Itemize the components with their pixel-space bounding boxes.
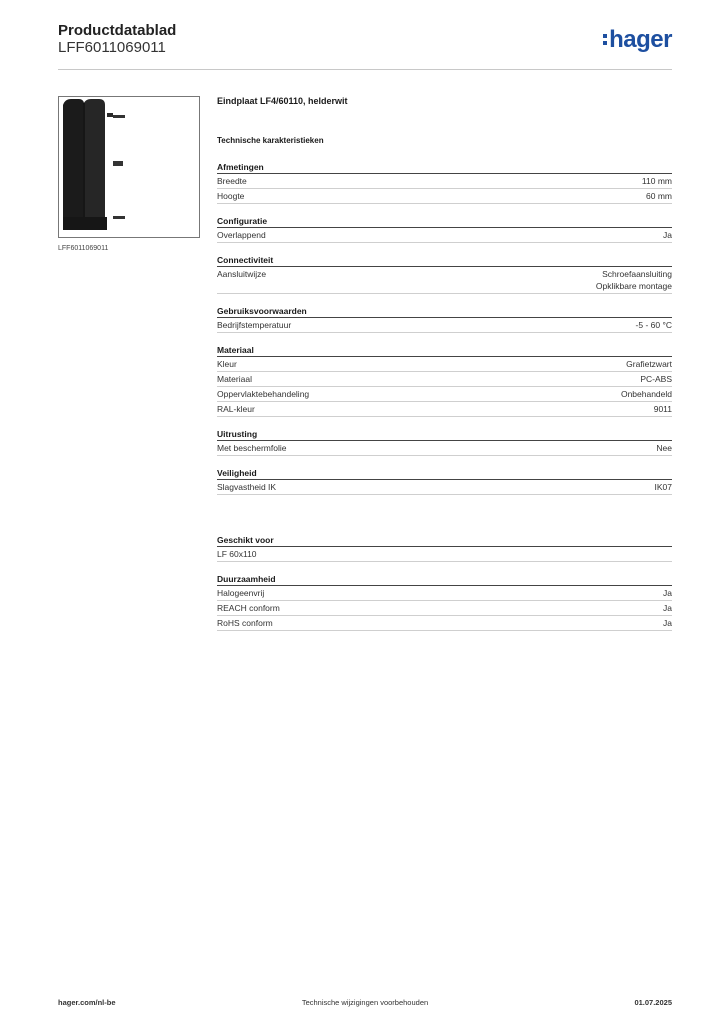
spec-label: Materiaal (217, 374, 252, 384)
spec-label: RoHS conform (217, 618, 273, 628)
spec-value (663, 602, 672, 614)
spec-value (656, 442, 672, 454)
spec-value (626, 358, 672, 370)
spec-section (217, 215, 672, 243)
spec-row (217, 402, 672, 417)
spec-row (217, 441, 672, 456)
spec-value (646, 190, 672, 202)
tech-characteristics-title: Technische karakteristieken (217, 136, 324, 145)
spec-value (663, 617, 672, 629)
footer-disclaimer: Technische wijzigingen voorbehouden (301, 998, 429, 1007)
spec-label: Aansluitwijze (217, 269, 267, 279)
hager-logo (603, 26, 672, 54)
spec-row (217, 189, 672, 204)
spec-value-line: -5 - 60 °C (635, 320, 672, 330)
spec-row (217, 480, 672, 495)
spec-label: Halogeenvrij (217, 588, 265, 598)
spec-section (217, 428, 672, 456)
spec-value-line: 60 mm (646, 191, 672, 201)
spec-label: Slagvastheid IK (217, 482, 277, 492)
spec-label: Hoogte (217, 191, 245, 201)
spec-value-line: Opklikbare montage (595, 281, 672, 291)
spec-label: Kleur (217, 359, 237, 369)
spec-sections (217, 161, 672, 495)
spec-row (217, 267, 672, 294)
page-title: Productdatablad (58, 22, 177, 39)
image-caption: LFF6011069011 (58, 245, 109, 252)
spec-value (636, 319, 672, 331)
spec-content (217, 96, 672, 642)
spec-section (217, 305, 672, 333)
spec-value (621, 388, 672, 400)
spec-value-line: Ja (663, 588, 672, 598)
spec-row (217, 601, 672, 616)
spec-value-line: IK07 (654, 482, 672, 492)
spec-value-line: 9011 (653, 404, 672, 414)
extra-sections (217, 534, 672, 631)
end-cap-illustration (59, 97, 199, 237)
spec-label: Breedte (217, 176, 247, 186)
spec-row (217, 357, 672, 372)
spec-row (217, 318, 672, 333)
logo-text: hager (609, 26, 672, 53)
product-name: Eindplaat LF4/60110, helderwit (217, 96, 348, 106)
section-title: Geschikt voor (217, 534, 672, 547)
section-title: Afmetingen (217, 161, 672, 174)
spec-row (217, 372, 672, 387)
spec-value-line: Ja (663, 603, 672, 613)
spec-value-line: Onbehandeld (620, 389, 672, 399)
spec-value-line: Grafietzwart (626, 359, 672, 369)
section-title: Materiaal (217, 344, 672, 357)
product-image (58, 96, 200, 238)
spec-value (663, 587, 672, 599)
footer-date: 01.07.2025 (634, 998, 672, 1007)
spec-row (217, 616, 672, 631)
article-number: LFF6011069011 (58, 39, 166, 56)
spec-row (217, 547, 672, 562)
spacer (217, 506, 672, 534)
spec-label: Oppervlaktebehandeling (217, 389, 310, 399)
spec-value-line: Ja (663, 618, 672, 628)
section-title: Connectiviteit (217, 254, 672, 267)
spec-section (217, 161, 672, 204)
section-title: Configuratie (217, 215, 672, 228)
spec-row (217, 387, 672, 402)
spec-section (217, 254, 672, 294)
spec-value (663, 229, 672, 241)
spec-row (217, 174, 672, 189)
spec-value-line: PC-ABS (640, 374, 672, 384)
spec-row (217, 586, 672, 601)
spec-section (217, 534, 672, 562)
spec-value (654, 403, 672, 415)
footer-website: hager.com/nl-be (58, 998, 116, 1007)
spec-section (217, 467, 672, 495)
spec-value-line: Schroefaansluiting (602, 269, 672, 279)
spec-value (596, 268, 672, 292)
section-title: Gebruiksvoorwaarden (217, 305, 672, 318)
spec-label: RAL-kleur (217, 404, 255, 414)
spec-label: REACH conform (217, 603, 280, 613)
spec-row (217, 228, 672, 243)
spec-value (640, 373, 672, 385)
spec-label: Bedrijfstemperatuur (217, 320, 292, 330)
section-title: Uitrusting (217, 428, 672, 441)
spec-value-line: 110 mm (641, 176, 672, 186)
spec-section (217, 344, 672, 417)
section-title: Veiligheid (217, 467, 672, 480)
spec-value-line: Nee (656, 443, 672, 453)
spec-value (655, 481, 673, 493)
page-header (58, 22, 672, 70)
logo-dots-icon (603, 33, 608, 47)
spec-label: Overlappend (217, 230, 266, 240)
section-title: Duurzaamheid (217, 573, 672, 586)
spec-section (217, 573, 672, 631)
spec-label: LF 60x110 (217, 549, 257, 559)
spec-value-line: Ja (663, 230, 672, 240)
spec-label: Met beschermfolie (217, 443, 287, 453)
spec-value (642, 175, 672, 187)
